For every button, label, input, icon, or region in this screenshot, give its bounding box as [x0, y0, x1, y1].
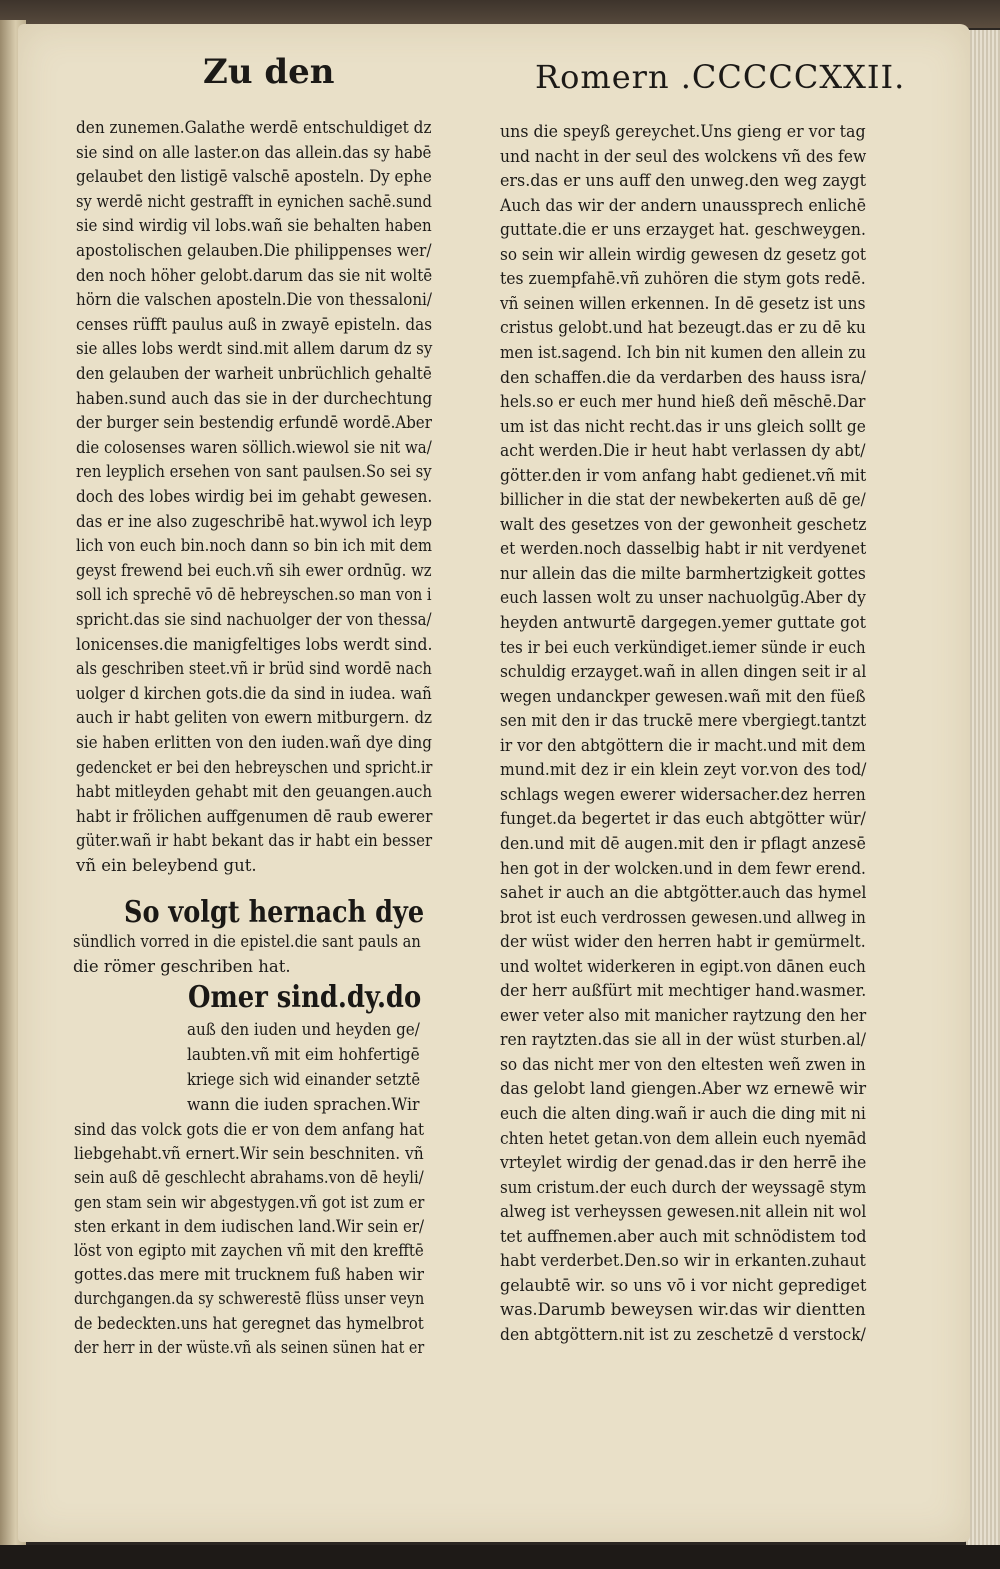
- text-line: gelaubtē wir. so uns vō i vor nicht geprediget: [500, 1275, 867, 1295]
- text-line: den schaffen.die da verdarben des hauss isra/: [500, 367, 866, 387]
- text-line: Auch das wir der andern unaussprech enlichē: [500, 195, 867, 215]
- running-head-left: Zu den: [203, 52, 335, 92]
- text-line: was.Darumb beweysen wir.das wir dientten: [500, 1300, 866, 1320]
- text-line: funget.da begertet ir das euch abtgötter wür/: [500, 809, 866, 829]
- text-line: vñ ein beleybend gut.: [76, 856, 257, 875]
- text-line: ewer veter also mit manicher raytzung den her: [500, 1005, 867, 1025]
- text-line: sein auß dē geschlecht abrahams.von dē heyli/: [74, 1168, 424, 1188]
- text-line: den noch höher gelobt.darum das sie nit woltē: [76, 265, 433, 285]
- text-line: und woltet widerkeren in egipt.von dānen euch: [500, 956, 866, 976]
- text-line: de bedeckten.uns hat geregnet das hymelbrot: [74, 1313, 424, 1333]
- text-line: ir vor den abtgöttern die ir macht.und mit dem: [500, 735, 866, 755]
- text-line: das gelobt land giengen.Aber wz ernewē wir: [500, 1079, 867, 1099]
- text-line: den abtgöttern.nit ist zu zeschetzē d verstock/: [500, 1324, 866, 1344]
- text-line: billicher in die stat der newbekerten auß dē ge/: [500, 490, 866, 510]
- text-line: sen mit den ir das truckē mere vbergiegt.tantzt: [500, 711, 867, 731]
- text-line: sie sind wirdig vil lobs.wañ sie behalten haben: [76, 216, 432, 236]
- text-line: censes rüfft paulus auß in zwayē episteln. das: [76, 314, 433, 334]
- book-bottom-edge: [0, 1545, 1000, 1569]
- text-line: gelaubet den listigē valschē aposteln. Dy ephe: [76, 167, 432, 187]
- text-line: tes ir bei euch verkündiget.iemer sünde ir euch: [500, 637, 866, 657]
- text-line: brot ist euch verdrossen gewesen.und allweg in: [500, 907, 866, 927]
- text-line: schlags wegen ewerer widersacher.dez herren: [500, 784, 866, 804]
- text-line: vrteylet wirdig der genad.das ir den herrē ihe: [500, 1153, 867, 1173]
- text-line: sind das volck gots die er von dem anfang hat: [74, 1120, 424, 1139]
- text-line: löst von egipto mit zaychen vñ mit den krefftē: [74, 1241, 424, 1260]
- text-line: haben.sund auch das sie in der durchechtung: [76, 388, 433, 408]
- text-line: lonicenses.die manigfeltiges lobs werdt sind.: [76, 634, 433, 654]
- text-line: sahet ir auch an die abtgötter.auch das hymel: [500, 883, 867, 903]
- text-line: den.und mit dē augen.mit den ir pflagt anzesē: [500, 833, 866, 853]
- text-line: doch des lobes wirdig bei im gehabt gewesen.: [76, 487, 433, 506]
- text-line: walt des gesetzes von der gewonheit geschetz: [500, 514, 867, 534]
- text-line: cristus gelobt.und hat bezeugt.das er zu dē ku: [500, 318, 866, 338]
- text-line: götter.den ir vom anfang habt gedienet.vñ mit: [500, 465, 867, 485]
- text-line: sy werdē nicht gestrafft in eynichen sachē.sund: [76, 191, 432, 211]
- text-line: apostolischen gelauben.Die philippenses wer/: [76, 241, 432, 260]
- text-line: schuldig erzayget.wañ in allen dingen seit ir al: [500, 662, 867, 682]
- text-line: euch die alten ding.wañ ir auch die ding mit ni: [500, 1104, 866, 1123]
- text-line: so das nicht mer von den eltesten weñ zwen in: [500, 1054, 866, 1074]
- text-line: acht werden.Die ir heut habt verlassen dy abt/: [500, 441, 866, 461]
- text-line: um ist das nicht recht.das ir uns gleich sollt ge: [500, 416, 866, 436]
- text-line: sum cristum.der euch durch der weyssagē stym: [500, 1177, 867, 1197]
- text-line: chten hetet getan.von dem allein euch nyemād: [500, 1128, 867, 1148]
- text-line: gen stam sein wir abgestygen.vñ got ist zum er: [74, 1192, 425, 1212]
- text-line: güter.wañ ir habt bekant das ir habt ein besser: [76, 831, 433, 851]
- text-line: tes zuempfahē.vñ zuhören die stym gots redē.: [500, 269, 866, 289]
- text-line: spricht.das sie sind nachuolger der von thessa/: [76, 610, 432, 629]
- text-line: den gelauben der warheit unbrüchlich gehaltē: [76, 364, 432, 383]
- text-line: und nacht in der seul des wolckens vñ des few: [500, 146, 867, 166]
- text-line: soll ich sprechē vō dē hebreyschen.so man von i: [76, 585, 432, 605]
- text-line: der herr in der wüste.vñ als seinen sünen hat er: [74, 1337, 425, 1357]
- text-line: die colosenses waren söllich.wiewol sie nit wa/: [76, 437, 432, 457]
- text-line: ers.das er uns auff den unweg.den weg zaygt: [500, 171, 866, 191]
- section-heading: So volgt hernach dye: [124, 895, 425, 930]
- text-line: ren raytzten.das sie all in der wüst sturben.al/: [500, 1030, 866, 1050]
- text-line: sie sind on alle laster.on das allein.das sy habē: [76, 142, 432, 162]
- text-line: sie haben erlitten von den iuden.wañ dye ding: [76, 733, 432, 752]
- page-stack-edge: [966, 30, 1000, 1555]
- text-line: der wüst wider den herren habt ir gemürmelt.: [500, 932, 866, 952]
- text-line: kriege sich wid einander setztē: [187, 1070, 421, 1089]
- text-line: hels.so er euch mer hund hieß deñ mēschē.Dar: [500, 392, 866, 412]
- text-line: uns die speyß gereychet.Uns gieng er vor tag: [500, 122, 866, 141]
- text-line: uolger d kirchen gots.die da sind in iudea. wañ: [76, 683, 432, 703]
- running-head-right: Romern .CCCCCXXII.: [535, 58, 906, 96]
- text-line: liebgehabt.vñ ernert.Wir sein beschniten. vñ: [74, 1144, 424, 1164]
- text-line: heyden antwurtē dargegen.yemer guttate got: [500, 613, 866, 632]
- text-line: so sein wir allein wirdig gewesen dz gesetz got: [500, 244, 867, 264]
- text-line: habt ir frölichen auffgenumen dē raub ewerer: [76, 806, 433, 826]
- text-line: wegen undanckper gewesen.wañ mit den füeß: [500, 686, 866, 706]
- text-line: mund.mit dez ir ein klein zeyt vor.von des tod/: [500, 760, 867, 780]
- text-line: auch ir habt geliten von ewern mitburgern. dz: [76, 708, 432, 728]
- text-line: der burger sein bestendig erfundē wordē.Aber: [76, 413, 432, 433]
- text-line: wann die iuden sprachen.Wir: [187, 1095, 420, 1114]
- text-line: die römer geschriben hat.: [73, 957, 291, 976]
- text-line: hörn die valschen aposteln.Die von thessaloni/: [76, 290, 432, 310]
- text-line: sten erkant in dem iudischen land.Wir sein er/: [74, 1216, 425, 1236]
- text-line: et werden.noch dasselbig habt ir nit verdyenet: [500, 539, 867, 559]
- text-line: sie alles lobs werdt sind.mit allem darum dz sy: [76, 339, 433, 359]
- text-line: lich von euch bin.noch dann so bin ich mit dem: [76, 536, 432, 556]
- text-line: habt mitleyden gehabt mit den geuangen.auch: [76, 782, 432, 802]
- text-line: sündlich vorred in die epistel.die sant pauls an: [73, 932, 421, 951]
- text-line: geyst frewend bei euch.vñ sih ewer ordnūg. wz: [76, 560, 432, 580]
- text-line: als geschriben steet.vñ ir brüd sind wordē nach: [76, 659, 432, 679]
- text-line: nur allein das die milte barmhertzigkeit gottes: [500, 563, 866, 583]
- text-line: der herr außfürt mit mechtiger hand.wasmer.: [500, 981, 867, 1001]
- text-line: alweg ist verheyssen gewesen.nit allein nit wol: [500, 1202, 867, 1222]
- text-line: guttate.die er uns erzayget hat. geschweygen.: [500, 220, 866, 240]
- text-line: den zunemen.Galathe werdē entschuldiget dz: [76, 118, 432, 137]
- text-line: durchgangen.da sy schwerestē flüss unser veyn: [74, 1289, 425, 1309]
- text-line: tet auffnemen.aber auch mit schnödistem tod: [500, 1226, 867, 1246]
- text-line: laubten.vñ mit eim hohfertigē: [187, 1045, 420, 1064]
- text-line: gottes.das mere mit trucknem fuß haben wir: [74, 1265, 424, 1285]
- text-line: das er ine also zugeschribē hat.wywol ich leyp: [76, 511, 433, 531]
- text-line: vñ seinen willen erkennen. In dē gesetz ist uns: [500, 293, 866, 313]
- text-line: ren leyplich ersehen von sant paulsen.So sei sy: [76, 462, 432, 482]
- text-line: gedencket er bei den hebreyschen und spricht.ir: [76, 757, 433, 777]
- text-line: men ist.sagend. Ich bin nit kumen den allein zu: [500, 342, 867, 362]
- text-line: auß den iuden und heyden ge/: [187, 1020, 420, 1039]
- text-line: euch lassen wolt zu unser nachuolgūg.Aber dy: [500, 588, 866, 608]
- initial-heading: Omer sind.dy.do: [188, 980, 422, 1015]
- text-line: habt verderbet.Den.so wir in erkanten.zuhaut: [500, 1251, 866, 1271]
- text-line: hen got in der wolcken.und in dem fewr erend.: [500, 858, 866, 878]
